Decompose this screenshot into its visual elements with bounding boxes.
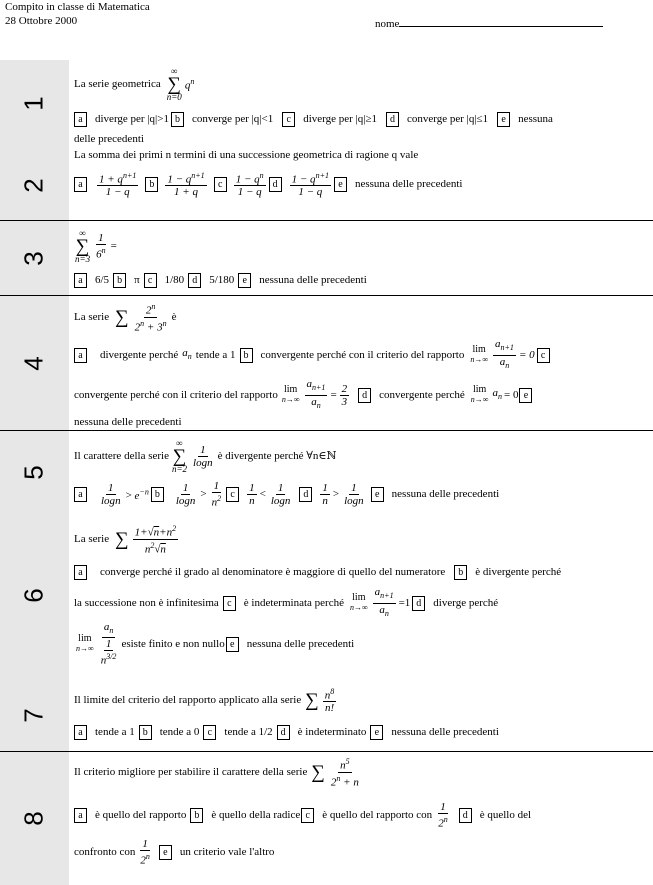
question-6-options-line3: lim n→∞ $a_n$ 1 $n^{3/2}$ esiste finito e non nullo e nessuna delle precedenti <box>76 621 355 667</box>
question-6-stem: La serie ∑ $1+√n+n^2$ $n^2√n$ <box>74 523 177 556</box>
answer-box-d[interactable]: d <box>269 177 282 192</box>
answer-box-b[interactable]: b <box>190 808 203 823</box>
formula-5d: 1 n <box>322 481 328 507</box>
answer-box-a[interactable]: a <box>74 273 87 288</box>
question-number-4: 4 <box>0 296 69 430</box>
answer-box-c[interactable]: c <box>144 273 157 288</box>
answer-box-a[interactable]: a <box>74 112 87 127</box>
formula-2c: $1 - q^n$ 1 − q <box>235 170 264 199</box>
section-divider <box>0 220 653 221</box>
question-number-6: 6 <box>19 587 49 603</box>
section-divider <box>0 430 653 431</box>
question-3-options: a 6/5 b π c 1/80 d 5/180 e nessuna delle precedenti <box>74 272 653 288</box>
question-2-options: a $1 + q^{n+1}$ 1 − q b $1 - q^{n+1}$ 1 + q c $1 - q^n$ 1 − q d $1 - q^{n+1}$ 1 − q e nessuna delle precedenti <box>74 166 653 202</box>
formula-4b: $\frac{a_{n+1}}{a_n}$ <box>495 338 514 370</box>
answer-box-a[interactable]: a <box>74 487 87 502</box>
name-field[interactable] <box>375 15 603 30</box>
question-8-options-line2: confronto con 1 2$^n$ e un criterio vale l'altro <box>74 837 275 867</box>
answer-box-b[interactable]: b <box>145 177 158 192</box>
name-underline <box>399 15 603 27</box>
question-6-options-line1: a converge perché il grado al denominatore è maggiore di quello del numeratore b è divergente perché <box>74 564 653 580</box>
answer-box-a[interactable]: a <box>74 565 87 580</box>
formula-7: $n^8$ n! <box>324 686 335 715</box>
document-title: Compito in classe di Matematica <box>5 1 150 13</box>
formula-4: 2$^n$ $2^n + 3^n$ <box>134 301 167 334</box>
formula-5b-rhs: 1 $n^2$ <box>211 479 222 509</box>
formula-6d: $a_n$ 1 $n^{3/2}$ <box>100 621 117 667</box>
question-1-option-e-cont: delle precedenti <box>74 132 144 145</box>
answer-box-e[interactable]: e <box>519 388 532 403</box>
answer-box-a[interactable]: a <box>74 725 87 740</box>
answer-box-e[interactable]: e <box>334 177 347 192</box>
question-number-5: 5 <box>19 464 49 480</box>
formula-6c: $\frac{a_{n+1}}{a_n}$ <box>374 586 394 618</box>
question-4-option-e: nessuna delle precedenti <box>74 416 182 428</box>
question-6-options-line2: la successione non è infinitesima c è indeterminata perché lim n→∞ $\frac{a_{n+1}}{a_n}$ =1 d diverge perché <box>74 586 499 618</box>
answer-box-e[interactable]: e <box>371 487 384 502</box>
question-number-1: 1 <box>19 95 49 111</box>
answer-box-d[interactable]: d <box>188 273 201 288</box>
answer-box-d[interactable]: d <box>277 725 290 740</box>
answer-box-c[interactable]: c <box>301 808 314 823</box>
formula-3: $\frac{1}{6^n}$ <box>96 231 106 261</box>
section-divider <box>0 751 653 752</box>
question-1-options: a diverge per |q|>1 b converge per |q|<1 c diverge per |q|≥1 d converge per |q|≤1 e nessuna <box>74 111 653 127</box>
formula-5c: 1 n <box>249 481 255 507</box>
question-number-3: 3 <box>0 221 69 295</box>
answer-box-d[interactable]: d <box>412 596 425 611</box>
formula-5a: 1 logn <box>101 481 121 507</box>
answer-box-e[interactable]: e <box>497 112 510 127</box>
answer-box-c[interactable]: c <box>223 596 236 611</box>
question-4-options-line1: a divergente perché $a_n$ tende a 1 b convergente perché con il criterio del rapporto lim n→∞ $\frac{a_{n+1}}{a_n}$ = 0 c <box>74 341 653 369</box>
question-5-options: a 1 logn > $e^{-n}$ b 1 logn > 1 $n^2$ c 1 n < 1 logn d 1 n > 1 logn e nessuna delle precedenti <box>74 478 653 510</box>
question-number-8: 8 <box>0 752 69 885</box>
formula-2a: $1 + q^{n+1}$ 1 − q <box>99 170 137 199</box>
question-4-options-line2: convergente perché con il criterio del rapporto lim n→∞ $\frac{a_{n+1}}{a_n}$ = $\frac{2}{3}$ d convergente perché lim n→∞ $a_n$ = 0 e <box>74 379 653 411</box>
formula-5c-rhs: 1 logn <box>270 481 291 507</box>
question-8-options-line1: a è quello del rapporto b è quello della radice c è quello del rapporto con 1 2$^n$ d è quello del <box>74 798 653 832</box>
answer-box-c[interactable]: c <box>282 112 295 127</box>
question-number-2: 2 <box>19 177 49 193</box>
formula-6: $1+√n+n^2$ $n^2√n$ <box>134 523 177 556</box>
answer-box-b[interactable]: b <box>171 112 184 127</box>
answer-box-a[interactable]: a <box>74 348 87 363</box>
answer-box-c[interactable]: c <box>214 177 227 192</box>
question-8-stem: Il criterio migliore per stabilire il carattere della serie ∑ $n^5$ $2^n + n$ <box>74 756 359 789</box>
formula-5b: 1 logn <box>175 481 196 507</box>
question-3-stem: ∞ ∑ n=3 $\frac{1}{6^n}$ = <box>75 227 117 264</box>
question-2-stem: La somma dei primi n termini di una successione geometrica di ragione q vale <box>74 148 419 161</box>
document-date: 28 Ottobre 2000 <box>5 15 78 27</box>
question-number-7: 7 <box>19 707 49 723</box>
formula-2b: $1 - q^{n+1}$ 1 + q <box>167 170 205 199</box>
question-7-options: a tende a 1 b tende a 0 c tende a 1/2 d è indeterminato e nessuna delle precedenti <box>74 724 653 740</box>
formula-8c: 1 2$^n$ <box>438 800 448 830</box>
answer-box-b[interactable]: b <box>454 565 467 580</box>
question-1-stem: La serie geometrica ∞ ∑ n=0 $q^n$ <box>74 65 195 102</box>
answer-box-a[interactable]: a <box>74 177 87 192</box>
formula-8: $n^5$ $2^n + n$ <box>330 756 359 789</box>
answer-box-b[interactable]: b <box>240 348 253 363</box>
answer-box-d[interactable]: d <box>299 487 312 502</box>
formula-5d-rhs: 1 logn <box>344 481 364 507</box>
answer-box-b[interactable]: b <box>113 273 126 288</box>
question-5-stem: Il carattere della serie ∞ ∑ n=2 1 logn è divergente perché ∀n∈ℕ <box>74 437 337 474</box>
answer-box-a[interactable]: a <box>74 808 87 823</box>
formula-8d: 1 2$^n$ <box>140 837 150 867</box>
formula-4c-value: $\frac{2}{3}$ <box>341 382 348 408</box>
name-label: nome <box>375 18 400 30</box>
answer-box-e[interactable]: e <box>238 273 251 288</box>
answer-box-d[interactable]: d <box>386 112 399 127</box>
answer-box-c[interactable]: c <box>226 487 239 502</box>
formula-4c: $\frac{a_{n+1}}{a_n}$ <box>306 378 326 410</box>
answer-box-e[interactable]: e <box>159 845 172 860</box>
answer-box-c[interactable]: c <box>203 725 216 740</box>
formula-2d: $1 - q^{n+1}$ 1 − q <box>291 170 329 199</box>
question-4-stem: La serie ∑ 2$^n$ $2^n + 3^n$ è <box>74 301 177 334</box>
answer-box-c[interactable]: c <box>537 348 550 363</box>
question-7-stem: Il limite del criterio del rapporto applicato alla serie ∑ $n^8$ n! <box>74 686 335 715</box>
answer-box-b[interactable]: b <box>139 725 152 740</box>
formula-5: 1 logn <box>193 443 213 469</box>
answer-box-b[interactable]: b <box>151 487 164 502</box>
answer-box-d[interactable]: d <box>358 388 371 403</box>
answer-box-d[interactable]: d <box>459 808 472 823</box>
answer-box-e[interactable]: e <box>226 637 239 652</box>
section-divider <box>0 295 653 296</box>
answer-box-e[interactable]: e <box>370 725 383 740</box>
